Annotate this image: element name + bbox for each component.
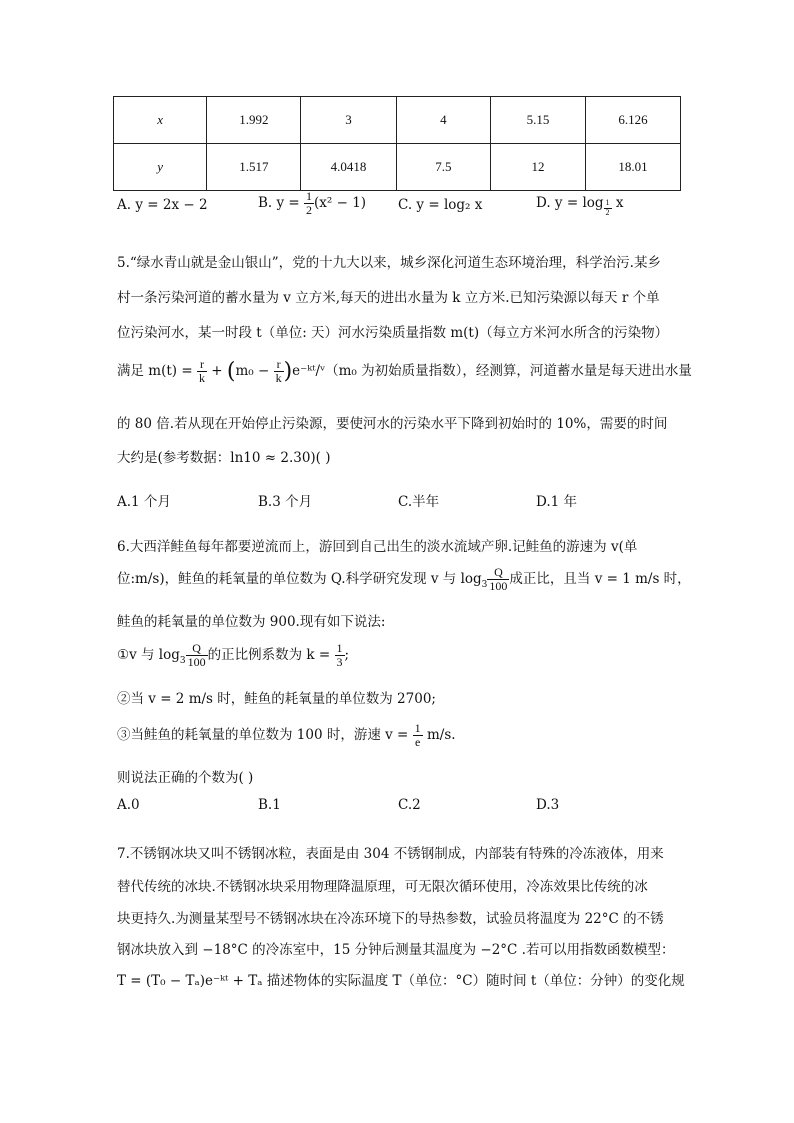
fraction-denominator: 2 <box>605 208 610 217</box>
q7-line-3: 块更持久.为测量某型号不锈钢冰块在冷冻环境下的导热参数，试验员将温度为 22°C 的不锈 <box>117 911 664 927</box>
fraction-denominator: 100 <box>187 655 206 670</box>
fraction <box>197 358 207 385</box>
fraction <box>186 642 208 669</box>
row-label-y: y <box>114 144 207 191</box>
q6-statement-2: ②当 v = 2 m/s 时，鲑鱼的耗氧量的单位数为 2700; <box>117 691 436 707</box>
plus-sign: + <box>206 363 227 380</box>
q4-option-b-tail: (x² − 1) <box>314 195 367 212</box>
q5-formula-prefix: 满足 m(t) = <box>117 363 197 380</box>
q4-option-d-tail: x <box>611 195 624 211</box>
statement-1-prefix: ①v 与 log <box>117 647 180 664</box>
q5-line-6: 大约是(参考数据：ln10 ≈ 2.30)( ) <box>117 450 331 466</box>
q5-line-5: 的 80 倍.若从现在开始停止污染源，要使河水的污染水平下降到初始时的 10%，需要的时间 <box>117 416 668 432</box>
q5-option-a: A.1 个月 <box>117 494 171 510</box>
table-row <box>114 144 681 191</box>
q4-option-c: C. y = log₂ x <box>398 197 483 213</box>
table-cell: 3 <box>301 97 396 144</box>
q5-line-3: 位污染河水，某一时段 t（单位: 天）河水污染质量指数 m(t)（每立方米河水所含的污染物） <box>117 325 669 341</box>
q5-formula-suffix: （m₀ 为初始质量指数），经测算，河道蓄水量是每天进出水量 <box>325 363 692 380</box>
fraction <box>304 190 314 217</box>
log-base-fraction <box>604 199 612 218</box>
left-paren: ( <box>226 359 236 385</box>
q6-statement-3 <box>117 722 456 749</box>
table-cell: 4 <box>396 97 491 144</box>
fraction <box>274 358 284 385</box>
q5-option-c: C.半年 <box>398 494 440 510</box>
q6-option-a: A.0 <box>117 797 140 813</box>
q6-option-c: C.2 <box>398 797 421 813</box>
q5-line-4 <box>117 358 692 385</box>
q6-line-1: 6.大西洋鲑鱼每年都要逆流而上，游回到自己出生的淡水流域产卵.记鲑鱼的游速为 v(单 <box>117 539 638 555</box>
table-row <box>114 97 681 144</box>
fraction <box>335 642 345 669</box>
fraction-denominator: 2 <box>306 203 313 218</box>
table-cell: 1.992 <box>207 97 301 144</box>
log-base: 3 <box>179 655 186 666</box>
row-label-x: x <box>114 97 207 144</box>
q4-option-b-prefix: B. y = <box>258 195 305 212</box>
fraction-numerator: 1 <box>605 198 610 208</box>
table-cell: 12 <box>491 144 586 191</box>
table-cell: 6.126 <box>585 97 680 144</box>
fraction-denominator: k <box>198 371 205 386</box>
fraction-numerator: 1 <box>414 721 421 735</box>
q7-line-1: 7.不锈钢冰块又叫不锈钢冰粒，表面是由 304 不锈钢制成，内部装有特殊的冷冻液体，用来 <box>117 846 664 862</box>
q7-line-4: 钢冰块放入到 −18°C 的冷冻室中，15 分钟后测量其温度为 −2°C .若可以用指数函数模型： <box>117 942 675 958</box>
statement-3-suffix: m/s. <box>422 727 456 744</box>
fraction-numerator: 1 <box>306 189 313 203</box>
q6-option-b: B.1 <box>258 797 281 813</box>
q6-line-3: 鲑鱼的耗氧量的单位数为 900.现有如下说法: <box>117 614 386 630</box>
fraction-numerator: 1 <box>336 641 343 655</box>
q7-line-5: T = (T₀ − Tₐ)e⁻ᵏᵗ + Tₐ 描述物体的实际温度 T（单位：°C）随时间 t（单位：分钟）的变化规 <box>117 973 685 989</box>
q6-question: 则说法正确的个数为( ) <box>117 770 254 786</box>
q5-line-1: 5.“绿水青山就是金山银山”，党的十九大以来，城乡深化河道生态环境治理，科学治污.某乡 <box>117 255 661 271</box>
table-cell: 1.517 <box>207 144 301 191</box>
statement-1-mid: 的正比例系数为 k = <box>207 647 335 664</box>
q7-line-2: 替代传统的冰块.不锈钢冰块采用物理降温原理，可无限次循环使用，冷冻效果比传统的冰 <box>117 879 648 895</box>
q5-line-2: 村一条污染河道的蓄水量为 v 立方米,每天的进出水量为 k 立方米.已知污染源以每天 r 个单 <box>117 290 660 306</box>
q6-line-2-prefix: 位:m/s)，鲑鱼的耗氧量的单位数为 Q.科学研究发现 v 与 log <box>117 571 482 588</box>
data-table <box>113 96 681 191</box>
fraction-numerator: r <box>197 358 207 372</box>
fraction-denominator: 100 <box>489 579 508 594</box>
fraction-denominator: e <box>415 735 421 750</box>
table-cell: 5.15 <box>491 97 586 144</box>
log-base: 3 <box>481 579 488 590</box>
fraction-numerator: Q <box>487 566 509 580</box>
q4-option-d-prefix: D. y = log <box>536 195 604 211</box>
q6-line-2-suffix: 成正比，且当 v = 1 m/s 时， <box>509 571 691 588</box>
fraction-denominator: 3 <box>336 655 343 670</box>
q4-option-a: A. y = 2x − 2 <box>117 197 208 213</box>
q6-option-d: D.3 <box>536 797 560 813</box>
table-cell: 7.5 <box>396 144 491 191</box>
q5-option-d: D.1 年 <box>536 494 578 510</box>
right-paren: ) <box>283 359 293 385</box>
statement-1-suffix: ; <box>344 647 350 664</box>
table-cell: 18.01 <box>585 144 680 191</box>
fraction-numerator: r <box>274 358 284 372</box>
q5-formula-exponent: e⁻ᵏᵗ/ᵛ <box>292 363 326 380</box>
fraction-numerator: Q <box>186 642 208 656</box>
statement-3-prefix: ③当鲑鱼的耗氧量的单位数为 100 时，游速 v = <box>117 727 413 744</box>
fraction <box>413 722 423 749</box>
q6-line-2 <box>117 566 691 593</box>
q5-formula-m0: m₀ − <box>235 363 274 380</box>
q6-statement-1 <box>117 642 349 669</box>
fraction-denominator: k <box>275 371 282 386</box>
q4-option-d <box>536 195 623 218</box>
q5-option-b: B.3 个月 <box>258 494 313 510</box>
table-cell: 4.0418 <box>301 144 396 191</box>
q4-option-b <box>258 190 366 217</box>
fraction <box>487 566 509 593</box>
